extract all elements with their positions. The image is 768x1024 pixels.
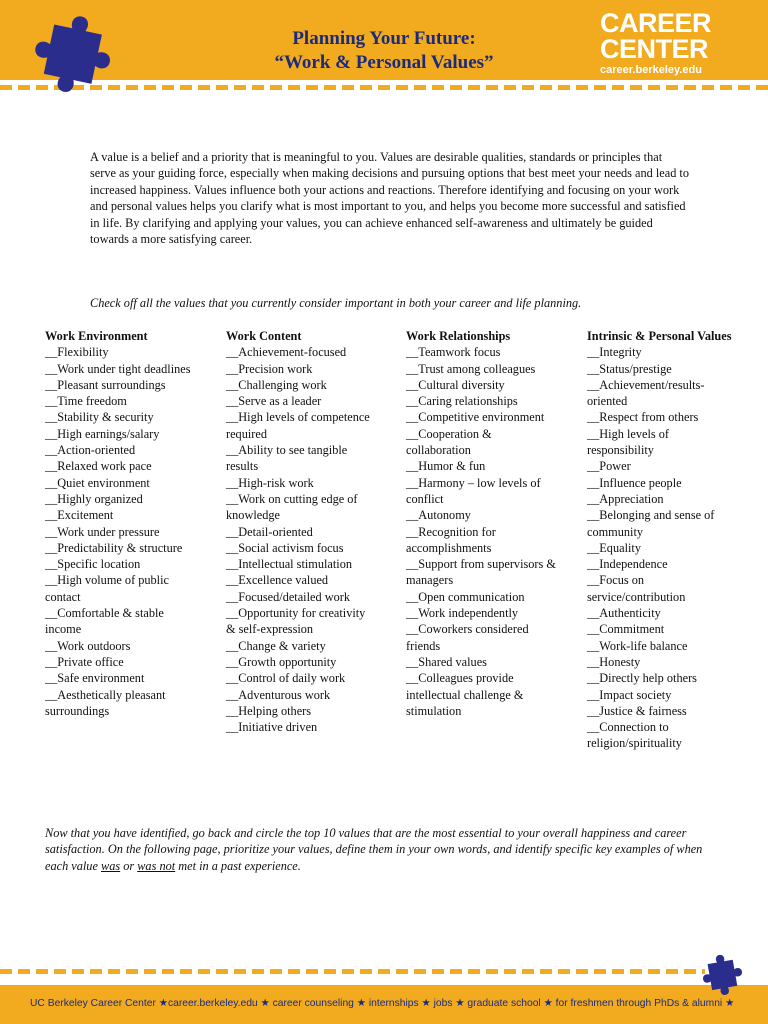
puzzle-piece-icon — [700, 953, 744, 997]
column-work-relationships — [406, 328, 556, 719]
column-work-content — [226, 328, 376, 735]
checklist-item: __High volume of public contact — [45, 573, 169, 604]
checklist-item: __Ability to see tangible results — [226, 443, 348, 474]
checklist-item: __Focused/detailed work — [226, 589, 350, 604]
footer-dashed-border — [0, 969, 705, 974]
column-heading: Intrinsic & Personal Values — [587, 329, 732, 343]
checklist-item: __Specific location — [45, 557, 141, 572]
checklist-item: __Work outdoors — [45, 638, 131, 653]
checklist-item: __Private office — [45, 654, 124, 669]
checklist-item: __Work under pressure — [45, 524, 160, 539]
logo-line-career: CAREER — [600, 8, 712, 38]
checklist-item: __Focus on service/contribution — [587, 573, 686, 604]
checklist-item: __Integrity — [587, 345, 642, 360]
checklist-item: __Opportunity for creativity & self-expression — [226, 606, 366, 637]
checklist-item: __Helping others — [226, 703, 312, 718]
checklist-item: __Safe environment — [45, 671, 145, 686]
checklist-item: __Shared values — [406, 654, 487, 669]
closing-text-end: met in a past experience. — [175, 858, 301, 873]
career-center-logo — [600, 10, 720, 76]
checklist-item: __Cultural diversity — [406, 377, 505, 392]
checklist-item: __Pleasant surroundings — [45, 377, 166, 392]
closing-text-middle: or — [120, 858, 138, 873]
checklist-item: __Stability & security — [45, 410, 154, 425]
checklist-item: __Support from supervisors & managers — [406, 557, 556, 588]
checklist-item: __Relaxed work pace — [45, 459, 152, 474]
checklist-item: __Caring relationships — [406, 394, 518, 409]
column-heading: Work Environment — [45, 329, 148, 343]
checklist-item: __Belonging and sense of community — [587, 508, 715, 539]
checklist-item: __Impact society — [587, 687, 672, 702]
page-subtitle: “Work & Personal Values” — [274, 52, 494, 73]
underlined-was: was — [101, 858, 121, 873]
footer-text: UC Berkeley Career Center ★career.berkeley.edu ★ career counseling ★ internships ★ jobs ★ graduate school ★ for freshmen through PhDs & alumni ★ — [30, 998, 735, 1009]
column-heading: Work Content — [226, 329, 302, 343]
checklist-item: __Comfortable & stable income — [45, 606, 164, 637]
checklist-item: __Work under tight deadlines — [45, 361, 191, 376]
checklist-item: __Directly help others — [587, 671, 697, 686]
checklist-item: __Quiet environment — [45, 475, 150, 490]
checklist-item: __Aesthetically pleasant surroundings — [45, 687, 166, 718]
checklist-item: __Control of daily work — [226, 671, 346, 686]
underlined-was-not: was not — [137, 858, 176, 873]
checklist-item: __Commitment — [587, 622, 665, 637]
closing-paragraph — [45, 825, 725, 874]
checklist-item: __Independence — [587, 557, 668, 572]
checklist-item: __Detail-oriented — [226, 524, 313, 539]
checklist-item: __Achievement-focused — [226, 345, 347, 360]
header-dashed-border — [0, 85, 768, 90]
checklist-item: __Justice & fairness — [587, 703, 687, 718]
checklist-item: __Power — [587, 459, 631, 474]
checklist-item: __Respect from others — [587, 410, 699, 425]
column-work-environment — [45, 328, 195, 719]
checklist-item: __Excellence valued — [226, 573, 329, 588]
checklist-item: __High levels of responsibility — [587, 426, 669, 458]
checklist-item: __Change & variety — [226, 638, 326, 653]
checklist-item: __Achievement/results-oriented — [587, 377, 705, 409]
checklist-item: __Flexibility — [45, 345, 109, 360]
checklist-item: __Honesty — [587, 654, 641, 669]
checklist-item: __Serve as a leader — [226, 394, 322, 409]
checklist-item: __High earnings/salary — [45, 426, 160, 441]
checklist-item: __Intellectual stimulation — [226, 557, 353, 572]
checklist-item: __Work on cutting edge of knowledge — [226, 491, 358, 523]
checklist-item: __Connection to religion/spirituality — [587, 720, 682, 751]
checklist-item: __Initiative driven — [226, 720, 318, 735]
intro-paragraph: A value is a belief and a priority that is meaningful to you. Values are desirable qualities, standards or principles that serve as your guiding force, especially when making decisions and pursuing options that best meet your needs and lead to increased happiness. Values influence both your actions and reactions. Therefore identifying and focusing on your work and personal values helps you clarify what is most important to you, and helps you become more successful and satisfied in life. By clarifying and applying your values, you can achieve enhanced self-awareness and ultimately be guided towards a more satisfying career. — [90, 150, 689, 247]
checklist-item: __Recognition for accomplishments — [406, 524, 496, 555]
checklist-item: __Trust among colleagues — [406, 361, 536, 376]
checklist-item: __Influence people — [587, 475, 682, 490]
checklist-item: __Growth opportunity — [226, 654, 337, 669]
checklist-item: __Action-oriented — [45, 443, 136, 458]
checklist-item: __Colleagues provide intellectual challenge & stimulation — [406, 671, 524, 718]
checklist-item: __Cooperation & collaboration — [406, 426, 492, 458]
checklist-item: __Equality — [587, 540, 641, 555]
column-heading: Work Relationships — [406, 329, 511, 343]
column-intrinsic-personal-values — [587, 328, 737, 752]
checklist-item: __Teamwork focus — [406, 345, 501, 360]
checklist-item: __Open communication — [406, 589, 525, 604]
checklist-item: __Status/prestige — [587, 361, 672, 376]
checklist-item: __Precision work — [226, 361, 313, 376]
checklist-item: __Competitive environment — [406, 410, 545, 425]
checklist-item: __Predictability & structure — [45, 540, 183, 555]
checklist-item: __Time freedom — [45, 394, 127, 409]
checklist-item: __Social activism focus — [226, 540, 344, 555]
page-title: Planning Your Future: — [292, 28, 476, 49]
checklist-item: __Highly organized — [45, 491, 143, 506]
checklist-item: __Work independently — [406, 606, 519, 621]
checklist-item: __Challenging work — [226, 377, 327, 392]
checklist-item: __Appreciation — [587, 491, 664, 506]
checklist-item: __Adventurous work — [226, 687, 331, 702]
instruction-text: Check off all the values that you currently consider important in both your career and life planning. — [90, 296, 582, 310]
checklist-item: __Authenticity — [587, 606, 661, 621]
closing-text-part1: Now that you have identified, go back and circle the top 10 values that are the most essential to your overall happiness and career satisfaction. On the following page, prioritize your values, define them in your own words, and identify specific key examples of when each value — [45, 826, 703, 873]
logo-url: career.berkeley.edu — [600, 64, 702, 76]
checklist-item: __Harmony – low levels of conflict — [406, 475, 541, 506]
logo-line-center: CENTER — [600, 34, 709, 64]
checklist-item: __Work-life balance — [587, 638, 688, 653]
checklist-item: __Humor & fun — [406, 459, 486, 474]
checklist-item: __Coworkers considered friends — [406, 622, 529, 653]
checklist-item: __High-risk work — [226, 475, 314, 490]
checklist-item: __Excitement — [45, 508, 114, 523]
checklist-item: __Autonomy — [406, 508, 471, 523]
checklist-item: __High levels of competence required — [226, 410, 370, 441]
